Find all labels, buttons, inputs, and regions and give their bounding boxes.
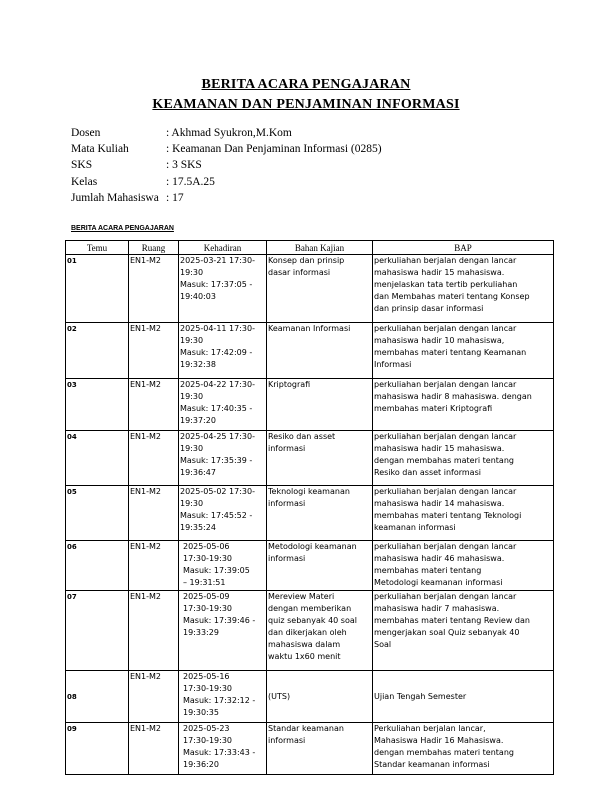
cell-ruang: EN1-M2 (129, 541, 179, 591)
info-value: : Akhmad Syukron,M.Kom (166, 127, 292, 139)
cell-ruang: EN1-M2 (129, 486, 179, 541)
info-row-mata-kuliah (71, 143, 382, 159)
cell-bap: perkuliahan berjalan dengan lancar mahasiswa hadir 8 mahasiswa. dengan membahas materi Kriptografi (373, 379, 554, 431)
cell-bap: perkuliahan berjalan dengan lancar mahasiswa hadir 46 mahasiswa. membahas materi tentang Metodologi keamanan informasi (373, 541, 554, 591)
header-bahan-kajian: Bahan Kajian (267, 241, 373, 255)
cell-kehadiran: 2025-05-09 17:30-19:30 Masuk: 17:39:46 - 19:33:29 (179, 591, 267, 671)
table-row (66, 431, 554, 486)
table-row (66, 255, 554, 323)
info-value: : Keamanan Dan Penjaminan Informasi (0285) (166, 143, 382, 156)
cell-temu: 03 (66, 379, 129, 431)
cell-ruang: EN1-M2 (129, 379, 179, 431)
cell-kehadiran: 2025-05-23 17:30-19:30 Masuk: 17:33:43 - 19:36:20 (179, 723, 267, 775)
document-title: BERITA ACARA PENGAJARAN (201, 77, 411, 92)
info-label: Jumlah Mahasiswa (71, 191, 159, 204)
header-kehadiran: Kehadiran (179, 241, 267, 255)
table-row (66, 323, 554, 379)
cell-kehadiran: 2025-05-06 17:30-19:30 Masuk: 17:39:05 – 19:31:51 (179, 541, 267, 591)
info-label: Dosen (71, 127, 101, 139)
section-label: BERITA ACARA PENGAJARAN (71, 225, 174, 232)
header-bap: BAP (373, 241, 554, 255)
cell-kehadiran: 2025-05-16 17:30-19:30 Masuk: 17:32:12 - 19:30:35 (179, 671, 267, 723)
info-value: : 17 (166, 191, 184, 204)
cell-bahan-kajian: Resiko dan asset informasi (267, 431, 373, 486)
bap-table (65, 240, 554, 775)
cell-kehadiran: 2025-04-22 17:30- 19:30 Masuk: 17:40:35 - 19:37:20 (179, 379, 267, 431)
info-label: SKS (71, 159, 93, 172)
cell-bahan-kajian: Metodologi keamanan informasi (267, 541, 373, 591)
cell-ruang: EN1-M2 (129, 723, 179, 775)
table-row (66, 591, 554, 671)
info-label: Mata Kuliah (71, 143, 129, 156)
cell-bap: perkuliahan berjalan dengan lancar mahasiswa hadir 15 mahasiswa. dengan membahas materi tentang Resiko dan asset informasi (373, 431, 554, 486)
cell-kehadiran: 2025-05-02 17:30- 19:30 Masuk: 17:45:52 - 19:35:24 (179, 486, 267, 541)
header-ruang: Ruang (129, 241, 179, 255)
cell-bahan-kajian: Mereview Materi dengan memberikan quiz sebanyak 40 soal dan dikerjakan oleh mahasiswa dalam waktu 1x60 menit (267, 591, 373, 671)
cell-temu: 02 (66, 323, 129, 379)
course-info (71, 127, 382, 208)
cell-bap: perkuliahan berjalan dengan lancar mahasiswa hadir 14 mahasiswa. membahas materi tentang Teknologi keamanan informasi (373, 486, 554, 541)
cell-ruang: EN1-M2 (129, 255, 179, 323)
cell-ruang: EN1-M2 (129, 431, 179, 486)
cell-bap: Ujian Tengah Semester (373, 671, 554, 723)
table-row (66, 723, 554, 775)
cell-bap: perkuliahan berjalan dengan lancar mahasiswa hadir 7 mahasiswa. membahas materi tentang Review dan mengerjakan soal Quiz sebanyak 40 Soal (373, 591, 554, 671)
table-row (66, 541, 554, 591)
cell-kehadiran: 2025-04-25 17:30- 19:30 Masuk: 17:35:39 - 19:36:47 (179, 431, 267, 486)
table-row (66, 486, 554, 541)
cell-bap: perkuliahan berjalan dengan lancar mahasiswa hadir 10 mahasiswa, membahas materi tentang Keamanan Informasi (373, 323, 554, 379)
cell-bahan-kajian: Teknologi keamanan informasi (267, 486, 373, 541)
info-row-jumlah-mahasiswa (71, 192, 382, 208)
cell-temu: 04 (66, 431, 129, 486)
header-temu: Temu (66, 241, 129, 255)
cell-ruang: EN1-M2 (129, 323, 179, 379)
cell-bahan-kajian: (UTS) (267, 671, 373, 723)
course-title: KEAMANAN DAN PENJAMINAN INFORMASI (152, 97, 460, 112)
info-row-kelas (71, 176, 382, 192)
cell-temu: 05 (66, 486, 129, 541)
cell-bap: perkuliahan berjalan dengan lancar mahasiswa hadir 15 mahasiswa. menjelaskan tata tertib perkuliahan dan Membahas materi tentang Konsep dan prinsip dasar informasi (373, 255, 554, 323)
cell-bahan-kajian: Keamanan Informasi (267, 323, 373, 379)
info-row-dosen (71, 127, 382, 143)
cell-bap: Perkuliahan berjalan lancar, Mahasiswa Hadir 16 Mahasiswa. dengan membahas materi tentang Standar keamanan informasi (373, 723, 554, 775)
cell-bahan-kajian: Konsep dan prinsip dasar informasi (267, 255, 373, 323)
info-row-sks (71, 159, 382, 175)
table-row (66, 379, 554, 431)
cell-temu: 01 (66, 255, 129, 323)
cell-ruang: EN1-M2 (129, 671, 179, 723)
cell-bahan-kajian: Kriptografi (267, 379, 373, 431)
cell-kehadiran: 2025-04-11 17:30- 19:30 Masuk: 17:42:09 - 19:32:38 (179, 323, 267, 379)
info-value: : 3 SKS (166, 159, 202, 172)
cell-temu: 08 (66, 671, 129, 723)
cell-temu: 07 (66, 591, 129, 671)
cell-temu: 06 (66, 541, 129, 591)
cell-temu: 09 (66, 723, 129, 775)
cell-bahan-kajian: Standar keamanan informasi (267, 723, 373, 775)
info-value: : 17.5A.25 (166, 175, 215, 188)
table-header-row (66, 241, 554, 255)
cell-ruang: EN1-M2 (129, 591, 179, 671)
info-label: Kelas (71, 175, 98, 188)
table-row (66, 671, 554, 723)
cell-kehadiran: 2025-03-21 17:30- 19:30 Masuk: 17:37:05 - 19:40:03 (179, 255, 267, 323)
